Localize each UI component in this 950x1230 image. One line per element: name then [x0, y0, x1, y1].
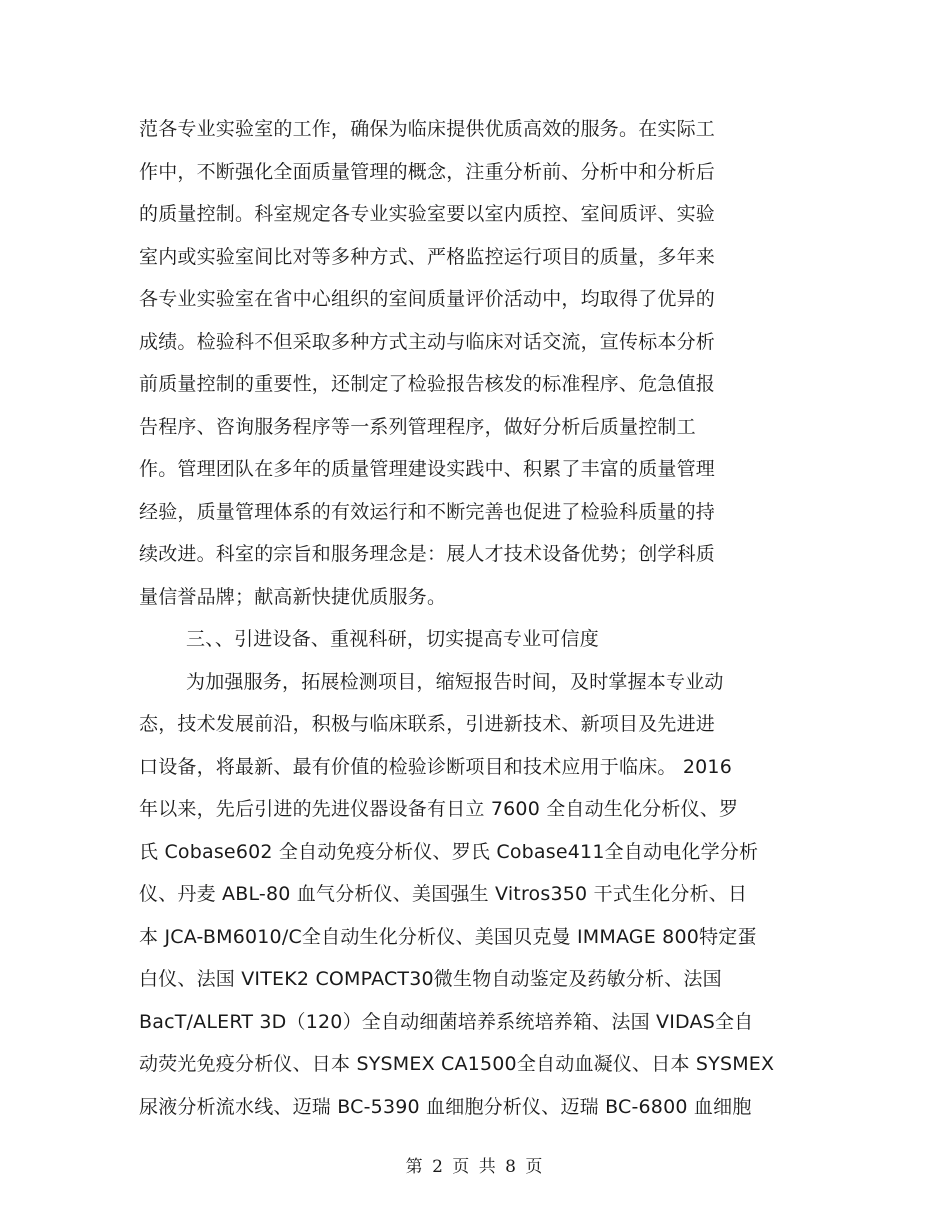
paragraph-line: 告程序、咨询服务程序等一系列管理程序，做好分析后质量控制工: [139, 416, 696, 438]
paragraph-line: 前质量控制的重要性，还制定了检验报告核发的标准程序、危急值报: [139, 373, 716, 395]
paragraph-line: 成绩。检验科不但采取多种方式主动与临床对话交流，宣传标本分析: [139, 331, 716, 353]
paragraph-line: 本 JCA-BM6010/C全自动生化分析仪、美国贝克曼 IMMAGE 800特定蛋: [139, 926, 757, 948]
paragraph-line: 动荧光免疫分析仪、日本 SYSMEX CA1500全自动血凝仪、日本 SYSMEX: [139, 1053, 775, 1075]
paragraph-line: BacT/ALERT 3D（120）全自动细菌培养系统培养箱、法国 VIDAS全自: [139, 1011, 754, 1033]
paragraph-line: 白仪、法国 VITEK2 COMPACT30微生物自动鉴定及药敏分析、法国: [139, 968, 722, 990]
page-number-footer: 第 2 页 共 8 页: [405, 1157, 545, 1177]
paragraph-line: 量信誉品牌；献高新快捷优质服务。: [139, 586, 447, 608]
paragraph-line: 氏 Cobase602 全自动免疫分析仪、罗氏 Cobase411全自动电化学分析: [139, 841, 759, 863]
paragraph-line: 室内或实验室间比对等多种方式、严格监控运行项目的质量，多年来: [139, 246, 716, 268]
paragraph-line: 各专业实验室在省中心组织的室间质量评价活动中，均取得了优异的: [139, 288, 716, 310]
paragraph-line: 为加强服务，拓展检测项目，缩短报告时间，及时掌握本专业动: [186, 671, 724, 693]
paragraph-line: 口设备，将最新、最有价值的检验诊断项目和技术应用于临床。 2016: [139, 756, 732, 778]
paragraph-line: 态，技术发展前沿，积极与临床联系，引进新技术、新项目及先进进: [139, 713, 716, 735]
paragraph-line: 年以来，先后引进的先进仪器设备有日立 7600 全自动生化分析仪、罗: [139, 798, 739, 820]
paragraph-line: 作中，不断强化全面质量管理的概念，注重分析前、分析中和分析后: [139, 161, 716, 183]
paragraph-line: 仪、丹麦 ABL-80 血气分析仪、美国强生 Vitros350 干式生化分析、日: [139, 883, 748, 905]
paragraph-line: 作。管理团队在多年的质量管理建设实践中、积累了丰富的质量管理: [139, 458, 716, 480]
paragraph-line: 范各专业实验室的工作，确保为临床提供优质高效的服务。在实际工: [139, 118, 716, 140]
paragraph-line: 的质量控制。科室规定各专业实验室要以室内质控、室间质评、实验: [139, 203, 716, 225]
paragraph-line: 尿液分析流水线、迈瑞 BC-5390 血细胞分析仪、迈瑞 BC-6800 血细胞: [139, 1096, 752, 1118]
section-heading: 三、、引进设备、重视科研，切实提高专业可信度: [186, 628, 599, 650]
paragraph-line: 续改进。科室的宗旨和服务理念是：展人才技术设备优势；创学科质: [139, 543, 716, 565]
paragraph-line: 经验，质量管理体系的有效运行和不断完善也促进了检验科质量的持: [139, 501, 716, 523]
